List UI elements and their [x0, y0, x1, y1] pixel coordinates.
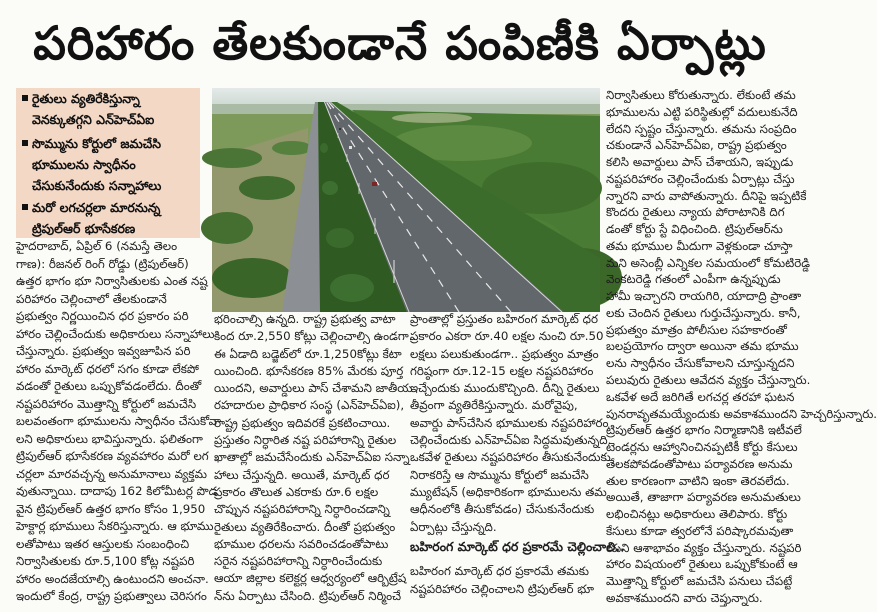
- article-line: ఏర్పాట్లు చేస్తున్నది.: [410, 519, 497, 534]
- article-line: హామీ ఇచ్చారని రాయగిరి, యాదాద్రి ప్రాంతా: [606, 289, 802, 304]
- highlight-line: భూములను స్వాధీనం: [32, 157, 136, 172]
- article-line: మని అసెంబ్లీ ఎన్నికల సమయంలో కోమటిరెడ్డి: [606, 255, 810, 270]
- article-line: లేదని స్పష్టం చేస్తున్నారు. తమను సంప్రదిం: [606, 121, 797, 136]
- article-line: యించింది. భూసేకరణ 85% మేరకు పూర్త: [214, 363, 404, 378]
- article-line: లక్షలు పలుకుతుండగా.. ప్రభుత్వం మాత్రం: [410, 346, 599, 361]
- article-line: ఒకవేళ రైతులు నష్టపరిహారం తీసుకునేందుకు: [410, 450, 611, 465]
- article-line: చేస్తున్నారు. ప్రభుత్వం ఇవ్వజూపిన పరి: [16, 344, 191, 358]
- highlight-item: [16, 88, 200, 130]
- article-line: ప్రభుత్వం మాత్రం పోలీసుల సహకారంతో: [606, 322, 787, 337]
- article-line: నష్టపరిహారం చెల్లించాలని ట్రిపుల్‌ఆర్ భూ: [410, 582, 595, 596]
- article-line: యిందని, అవార్డులు పాస్ చేశామని జాతీయ: [214, 381, 413, 396]
- article-line: గరిష్ఠంగా రూ.12-15 లక్షల నష్టపరిహారం: [410, 363, 594, 378]
- article-line: బలవంతంగా భూములను స్వాధీనం చేసుకోవా: [16, 414, 222, 428]
- article-line: ఇచ్చేందుకు ముందుకొచ్చింది. దీన్ని రైతులు: [410, 381, 600, 396]
- article-line: నష్టపరిహారం చెల్లించేందుకు ఏర్పాట్లు చేస్తు: [606, 171, 795, 186]
- headline: పరిహారం తేలకుండానే పంపిణీకి ఏర్పాట్లు: [33, 16, 767, 70]
- article-line: లను స్వాధీనం చేసుకోవాలని చూస్తున్నదని: [606, 356, 795, 371]
- article-line: న్నారని వారు వాపోతున్నారు. దీనిపై ఇప్పటికే: [606, 188, 807, 203]
- article-line: గాణ): రీజనల్ రింగ్ రోడ్డు (ట్రిపుల్‌ఆర్): [16, 256, 189, 271]
- article-line: నిరాకరిస్తే ఆ సొమ్మును కోర్టులో జమచేసి: [410, 467, 589, 482]
- article-line: పలువురు రైతులు ఆవేదన వ్యక్తం చేస్తున్నారు.: [606, 373, 811, 388]
- article-line: ఇందులో కేంద్ర, రాష్ట్ర ప్రభుత్వాలు చెరిసగం: [16, 589, 207, 603]
- bullet-marker: [22, 140, 28, 146]
- article-line: ట్రిపుల్‌ఆర్ భూసేకరణ వ్యవహారం మరో లగ: [16, 449, 209, 463]
- highlights-box: [16, 88, 200, 238]
- article-line: లని అధికారులు భావిస్తున్నారు. ఫలితంగా: [16, 431, 203, 446]
- tree-cluster: [202, 148, 262, 168]
- article-line: మ్యుటేషన్ (అధికారికంగా భూములను తమ: [410, 484, 607, 499]
- median-tree: [322, 181, 338, 195]
- article-line: ట్రిపుల్‌ఆర్ ఉత్తర భాగం నిర్మాణానికి ఇటీవలే: [606, 423, 802, 438]
- article-line: హారం అందజేయాల్సి ఉంటుందని అంచనా.: [16, 571, 209, 586]
- article-line: హెక్టార్ల భూములు సేకరిస్తున్నారు. ఆ భూము: [16, 519, 214, 533]
- article-line: కలిసి అవార్డులు పాస్ చేశాయని, ఇప్పుడు: [606, 155, 794, 170]
- article-column-2: [214, 311, 417, 609]
- article-column-3: [410, 311, 612, 537]
- article-line: లకు చెందిన రైతులు గుర్తుచేస్తున్నారు. కానీ,: [606, 305, 801, 320]
- article-line: హారం చెల్లించేందుకు అధికారులు సన్నాహాలు: [16, 326, 215, 341]
- article-line: కింద రూ.2,550 కోట్లు చెల్లించాల్సి ఉండగా..: [214, 329, 417, 344]
- median-tree: [320, 143, 328, 153]
- article-column-1: [16, 238, 222, 608]
- article-line: నిర్వాసితులు కోరుతున్నారు. లేకుంటే తమ: [606, 88, 796, 102]
- article-line: చర్లలా మారవచ్చన్న అనుమానాలు వ్యక్తమ: [16, 466, 207, 481]
- article-line: లతోపాటు ఇతర ఆస్తులకు సంబంధించి: [16, 536, 190, 551]
- article-line: తుల కారణంగా వాటిని ఇంకా తెరవలేదు.: [606, 473, 790, 488]
- article-line: ఈ ఏడాది బడ్జెట్‌లో రూ.1,250కోట్లు కేటా: [214, 346, 402, 361]
- tree-cluster: [201, 212, 253, 244]
- article-line: నిర్వాసితులకు రూ.5,100 కోట్ల నష్టపరి: [16, 554, 195, 568]
- median-tree: [326, 228, 354, 248]
- median-tree: [330, 274, 374, 302]
- article-line: ప్రకారం తొలుత ఎకరాకు రూ.6 లక్షల: [214, 484, 379, 499]
- tree-cluster: [272, 141, 312, 155]
- article-line: సరైన నష్టపరిహారాన్ని నిర్ధారించేందుకు: [214, 554, 383, 569]
- article-line: టెండర్లను ఆహ్వానించినప్పటికీ కోర్టు కేసులు: [606, 440, 798, 455]
- article-line: అవార్డు పాస్‌చేసిన భూములకు నష్టపరిహారం: [410, 415, 609, 430]
- article-line: చొప్పున నష్టపరిహారాన్ని నిర్ధారించడాన్ని: [214, 502, 390, 517]
- highlight-line: వెనక్కుతగ్గని ఎన్‌హెచ్‌ఏఐ: [32, 112, 155, 127]
- article-line: వుతున్నాయి. దాదాపు 162 కిలోమీటర్ల పొడ: [16, 484, 218, 498]
- article-line: వైన ట్రిపుల్‌ఆర్ ఉత్తర భాగం కోసం 1,950: [16, 501, 206, 516]
- article-line: ప్రస్తుతం నిర్ధారిత నష్ట పరిహారాన్ని రైతుల: [214, 433, 397, 448]
- bullet-marker: [22, 95, 28, 101]
- article-line: తేలకపోవడంతోపాటు పర్యావరణ అనుమ: [606, 456, 793, 471]
- article-subheading: బహిరంగ మార్కెట్ ధర ప్రకారమే చెల్లించాలి..: [410, 539, 625, 554]
- article-column-4: [606, 87, 877, 609]
- article-line: ప్రభుత్వం నిర్ణయించిన ధర ప్రకారం పరి: [16, 309, 189, 323]
- highlight-line: ట్రిపుల్‌ఆర్ భూసేకరణ: [32, 221, 136, 236]
- article-line: తమ భూముల మీదుగా వెళ్లకుండా చూస్తా: [606, 238, 793, 253]
- car: [339, 128, 341, 130]
- highlight-item: [16, 133, 200, 196]
- article-line: న్‌ను ఏర్పాటు చేసింది. ట్రిపుల్‌ఆర్ నిర్మించే: [214, 588, 402, 603]
- article-line: కొందరు రైతులు న్యాయ పోరాటానికి దిగ: [606, 205, 785, 220]
- article-line: రహదారుల ప్రాధికార సంస్థ (ఎన్‌హెచ్‌ఏఐ),: [214, 398, 405, 413]
- article-line: వడంతో రైతులు ఒప్పుకోవడంలేదు. దీంతో: [16, 379, 202, 393]
- highlight-line: రైతులు వ్యతిరేకిస్తున్నా: [32, 91, 140, 106]
- article-line: లభించినట్లు అధికారులు తెలిపారు. కోర్టు: [606, 507, 788, 522]
- article-line: చెల్లించేందుకు ఎన్‌హెచ్‌ఏఐ సిద్ధమవుతున్నది.: [410, 433, 612, 448]
- article-line: హైదరాబాద్, ఏప్రిల్ 6 (నమస్తే తెలం: [16, 239, 178, 253]
- article-line: భూములను ఎట్టి పరిస్థితుల్లో వదులుకునేది: [606, 104, 798, 119]
- bullet-marker: [22, 204, 28, 210]
- article-line: ఆధీనంలోకి తీసుకోవడం) చేసుకునేందుకు: [410, 502, 595, 517]
- article-line: తీవ్రంగా వ్యతిరేకిస్తున్నారు. మరోవైపు,: [410, 398, 578, 413]
- car: [372, 182, 377, 186]
- article-line: ఆయా జిల్లాల కలెక్టర్ల ఆధ్వర్యంలో ఆర్బిట్రేష: [214, 571, 407, 586]
- tree-cluster: [212, 258, 292, 298]
- article-column-3-continued: [410, 562, 600, 602]
- article-line: పరిహారం చెల్లించాలో తేలకుండానే: [16, 291, 167, 306]
- article-line: వెంకటరెడ్డి గతంలో ఎంపీగా ఉన్నప్పుడు: [606, 272, 781, 287]
- car: [349, 146, 352, 149]
- article-line: ప్రాంతాల్లో ప్రస్తుతం బహిరంగ మార్కెట్ ధర: [410, 312, 598, 326]
- article-line: బహిరంగ మార్కెట్ ధర ప్రకారమే తమకు: [410, 564, 590, 578]
- article-line: నష్టపరిహారం మొత్తాన్ని కోర్టులో జమచేసి: [16, 396, 197, 411]
- article-line: కేసులు కూడా త్వరలోనే పరిష్కారమవుతా: [606, 523, 794, 538]
- article-line: రాష్ట్ర ప్రభుత్వం ఇదివరకే ప్రకటించాయి.: [214, 415, 391, 430]
- article-line: ఉత్తర భాగం భూ నిర్వాసితులకు ఎంత నష్ట: [16, 274, 208, 288]
- article-line: మొత్తాన్ని కోర్టులో జమచేసి పనులు చేపట్టే: [606, 574, 793, 589]
- highlight-line: సొమ్మును కోర్టులో జమచేసి: [32, 136, 162, 151]
- article-line: ఒకవేళ అదే జరిగితే లగచర్ల తరహా ఘటన: [606, 389, 795, 404]
- article-line: అవకాశముందని వారు చెప్తున్నారు.: [606, 590, 763, 605]
- highway-photo-drawing: [212, 88, 600, 312]
- article-line: హారం విషయంలో రైతులు ఒప్పుకోకుంటే ఆ: [606, 557, 798, 572]
- article-line: బలప్రయోగం ద్వారా అయినా తమ భూము: [606, 339, 799, 354]
- field-patch: [392, 113, 472, 123]
- tree-cluster: [239, 176, 295, 200]
- article-line: యని ఆశాభావం వ్యక్తం చేస్తున్నారు. నష్టపరి: [606, 540, 802, 555]
- article-line: హాలు చేస్తున్నది. అయితే, మార్కెట్ ధర: [214, 467, 390, 482]
- article-line: అయితే, తాజాగా పర్యావరణ అనుమతులు: [606, 490, 801, 505]
- highlight-item: [16, 197, 200, 239]
- article-line: భూముల ధరలను సవరించడంతోపాటు: [214, 536, 389, 551]
- highway-photo: [212, 88, 600, 312]
- article-line: డంతో కోర్టు స్టే విధించింది. ట్రిపుల్‌ఆర్‌ను: [606, 222, 783, 237]
- article-line: పునరావృతమయ్యేందుకు అవకాశముందని హెచ్చరిస్తున్నారు.: [606, 406, 877, 421]
- highlight-line: మరో లగచర్లలా మారనున్న: [32, 200, 161, 215]
- article-line: భరించాల్సి ఉన్నది. రాష్ట్ర ప్రభుత్వ వాటా: [214, 312, 396, 326]
- article-line: ప్రకారం ఎకరా రూ.40 లక్షల నుంచి రూ.50: [410, 329, 604, 344]
- highlight-line: చేసుకునేందుకు సన్నాహాలు: [32, 178, 162, 193]
- article-line: హారం మార్కెట్ ధరలో సగం కూడా లేకపో: [16, 361, 199, 376]
- article-line: రైతులు వ్యతిరేకించారు. దీంతో ప్రభుత్వం: [214, 519, 396, 534]
- article-line: ఖాతాల్లో జమచేసేందుకు ఎన్‌హెచ్‌ఏఐ సన్నా: [214, 450, 410, 465]
- article-line: చకుండానే ఎన్‌హెచ్‌ఏఐ, రాష్ట్ర ప్రభుత్వం: [606, 138, 787, 153]
